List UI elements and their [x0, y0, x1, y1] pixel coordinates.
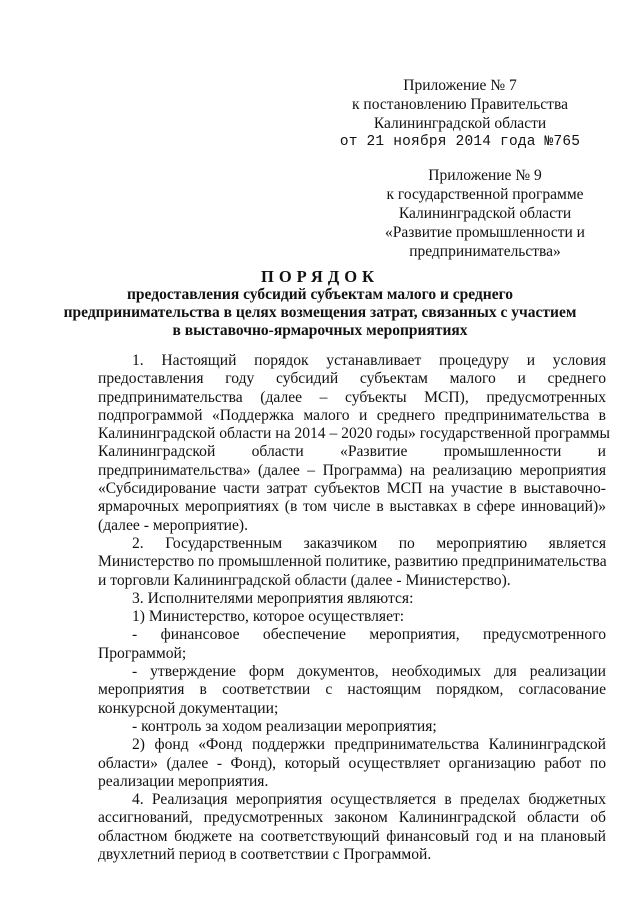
paragraph-3-item: 1) Министерство, которое осуществляет: [132, 608, 405, 626]
appendix-7-region: Калининградской области [373, 115, 547, 132]
paragraph-1-line: 1. Настоящий порядок устанавливает процедуру и условия [132, 352, 606, 369]
subtitle-line: в выставочно-ярмарочных мероприятиях [172, 322, 468, 339]
paragraph-3-item: Программой; [98, 644, 187, 662]
paragraph-1-line: (далее - мероприятие). [98, 516, 249, 534]
paragraph-1-line: Калининградской области на 2014 – 2020 годы» государственной программы [98, 425, 611, 443]
paragraph-3-item: области» (далее - Фонд), который осуществляет организацию работ по [98, 754, 606, 772]
paragraph-1-line: предпринимательства (далее – субъекты МСП), предусмотренных [98, 388, 606, 406]
paragraph-1-line: предоставления году субсидий субъектам малого и среднего [98, 370, 606, 388]
paragraph-1-line: подпрограммой «Поддержка малого и среднего предпринимательства в [98, 406, 606, 424]
appendix-9-number: Приложение № 9 [428, 167, 542, 184]
paragraph-1-line: «Субсидирование части затрат субъектов МСП на участие в выставочно- [98, 480, 606, 498]
appendix-9-program: к государственной программе [386, 186, 584, 203]
paragraph-1-line: Калининградской области «Развитие промышленности и [98, 443, 606, 461]
paragraph-3-item: - контроль за ходом реализации мероприятия; [132, 717, 437, 735]
appendix-7-date: от 21 ноября 2014 года №765 [339, 134, 581, 150]
document-title: ПОРЯДОК [261, 267, 379, 286]
subtitle-line: предоставления субсидий субъектам малого и среднего [127, 286, 513, 303]
paragraph-3-item: реализации мероприятия. [98, 772, 269, 790]
paragraph-2-line: и торговли Калининградской области (далее - Министерство). [98, 571, 511, 589]
paragraph-3-line: 3. Исполнителями мероприятия являются: [132, 589, 414, 607]
subtitle-line: предпринимательства в целях возмещения затрат, связанных с участием [63, 304, 577, 321]
paragraph-4-line: ассигнований, предусмотренных законом Калининградской области об [98, 809, 606, 827]
paragraph-4-line: двухлетний период в соответствии с Программой. [98, 846, 432, 864]
paragraph-3-item: 2) фонд «Фонд поддержки предпринимательства Калининградской [132, 736, 606, 754]
appendix-9-region: Калининградской области [398, 205, 572, 222]
paragraph-3-item: конкурсной документации; [98, 699, 279, 717]
paragraph-4-line: 4. Реализация мероприятия осуществляется в пределах бюджетных [132, 791, 606, 809]
appendix-7-number: Приложение № 7 [403, 77, 517, 94]
paragraph-3-item: - утверждение форм документов, необходимых для реализации [132, 663, 606, 681]
appendix-9-header [370, 166, 600, 261]
appendix-9-program-title-2: предпринимательства» [409, 243, 561, 260]
paragraph-1-line: предпринимательства» (далее – Программа) на реализацию мероприятия [98, 461, 606, 479]
document-body [98, 352, 611, 864]
appendix-7-resolution: к постановлению Правительства [352, 96, 568, 113]
paragraph-4-line: областном бюджете на соответствующий финансовый год и на плановый [98, 827, 606, 845]
paragraph-2-line: 2. Государственным заказчиком по мероприятию является [132, 534, 606, 552]
paragraph-3-item: - финансовое обеспечение мероприятия, предусмотренного [132, 626, 606, 644]
appendix-9-program-title-1: «Развитие промышленности и [385, 224, 585, 241]
paragraph-2-line: Министерство по промышленной политике, развитию предпринимательства [98, 553, 607, 571]
document-subtitle [60, 286, 580, 340]
paragraph-1-line: ярмарочных мероприятиях (в том числе в выставках в сфере инноваций)» [98, 498, 606, 516]
appendix-7-header [330, 76, 590, 152]
paragraph-3-item: мероприятия в соответствии с настоящим порядком, согласование [98, 681, 606, 699]
